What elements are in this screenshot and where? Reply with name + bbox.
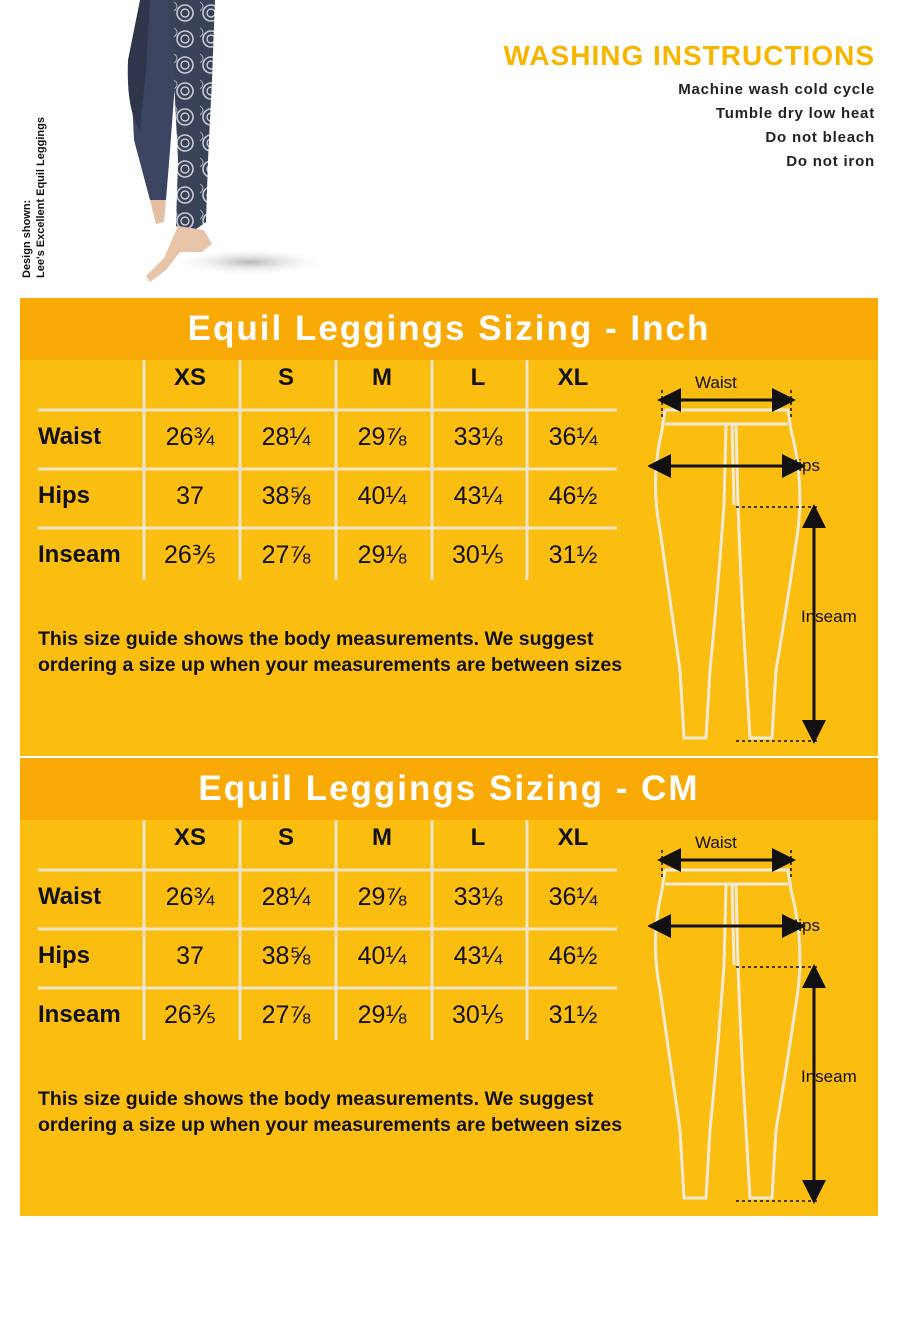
table-cell: 33⅛ [453, 883, 503, 911]
diagram-label-hips: Hips [786, 456, 821, 475]
table-cell: 43¼ [453, 482, 503, 510]
table-cell: 26¾ [165, 423, 215, 451]
diagram-label-waist: Waist [695, 373, 737, 392]
leggings-outline [655, 410, 799, 738]
washing-line: Do not iron [786, 153, 875, 170]
washing-instructions [503, 40, 875, 174]
product-photo [120, 0, 330, 295]
table-cell: 40¼ [357, 942, 407, 970]
table-cell: 29⅞ [357, 883, 407, 911]
leggings-measure-diagram [648, 830, 863, 1210]
size-guide-note-line: ordering a size up when your measurements are between sizes [38, 1114, 623, 1136]
size-guide-note-line: This size guide shows the body measurements. We suggest [38, 628, 594, 650]
diagram-label-inseam: Inseam [801, 1067, 857, 1086]
size-header-s: S [277, 364, 294, 391]
table-cell: 40¼ [357, 482, 407, 510]
size-header-xl: XL [557, 824, 589, 851]
leggings-measure-diagram [648, 370, 863, 750]
leggings-outline [655, 870, 799, 1198]
table-cell: 37 [176, 942, 204, 970]
diagram-label-hips: Hips [786, 916, 821, 935]
table-cell: 31½ [548, 541, 598, 569]
table-cell: 36¼ [548, 883, 598, 911]
size-header-s: S [277, 824, 294, 851]
table-cell: 30⅕ [451, 541, 505, 569]
table-cell: 30⅕ [451, 1001, 505, 1029]
table-cell: 38⅝ [261, 942, 311, 970]
row-label-waist: Waist [38, 883, 102, 910]
table-cell: 31½ [548, 1001, 598, 1029]
table-cell: 26¾ [165, 883, 215, 911]
size-guide-note [38, 626, 638, 678]
table-cell: 46½ [548, 482, 598, 510]
table-cell: 43¼ [453, 942, 503, 970]
size-guide-note-line: This size guide shows the body measurements. We suggest [38, 1088, 594, 1110]
table-cell: 29⅛ [357, 541, 407, 569]
table-cell: 37 [176, 482, 204, 510]
design-caption-label: Design shown: [21, 199, 33, 278]
size-guide-note [38, 1086, 638, 1138]
diagram-label-inseam: Inseam [801, 607, 857, 626]
table-cell: 28¼ [261, 883, 311, 911]
row-label-inseam: Inseam [38, 541, 121, 568]
size-header-m: M [372, 364, 392, 391]
size-chart-title: Equil Leggings Sizing - Inch [20, 298, 878, 360]
table-cell: 26⅗ [163, 1001, 217, 1029]
table-cell: 38⅝ [261, 482, 311, 510]
table-cell: 29⅛ [357, 1001, 407, 1029]
row-label-hips: Hips [38, 482, 91, 509]
diagram-label-waist: Waist [695, 833, 737, 852]
washing-line: Do not bleach [765, 129, 875, 146]
table-cell: 27⅞ [261, 1001, 311, 1029]
design-caption [20, 78, 48, 278]
table-cell: 27⅞ [261, 541, 311, 569]
size-header-m: M [372, 824, 392, 851]
size-guide-note-line: ordering a size up when your measurements are between sizes [38, 654, 623, 676]
table-cell: 29⅞ [357, 423, 407, 451]
table-cell: 28¼ [261, 423, 311, 451]
size-header-xs: XS [173, 364, 206, 391]
washing-line: Machine wash cold cycle [678, 81, 875, 98]
row-label-waist: Waist [38, 423, 102, 450]
row-label-hips: Hips [38, 942, 91, 969]
table-cell: 33⅛ [453, 423, 503, 451]
size-chart-cm [20, 758, 878, 1216]
size-header-l: L [470, 364, 486, 391]
size-header-l: L [470, 824, 486, 851]
size-header-xl: XL [557, 364, 589, 391]
table-cell: 36¼ [548, 423, 598, 451]
design-caption-name: Lee's Excellent Equil Leggings [35, 117, 47, 278]
table-cell: 26⅗ [163, 541, 217, 569]
washing-line: Tumble dry low heat [715, 105, 875, 122]
size-chart-title: Equil Leggings Sizing - CM [20, 758, 878, 820]
size-header-xs: XS [173, 824, 206, 851]
row-label-inseam: Inseam [38, 1001, 121, 1028]
washing-title: WASHING INSTRUCTIONS [503, 40, 875, 71]
table-cell: 46½ [548, 942, 598, 970]
size-chart-inch [20, 298, 878, 756]
